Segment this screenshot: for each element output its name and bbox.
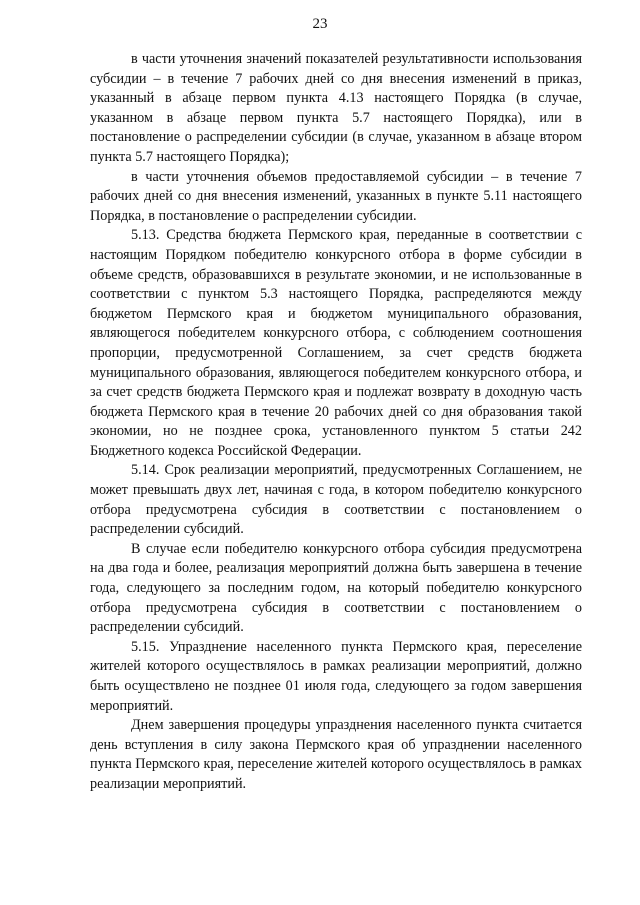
page-number: 23 <box>312 16 328 32</box>
document-body <box>90 50 582 795</box>
paragraph-5-15: 5.15. Упразднение населенного пункта Пермского края, переселение жителей которого осуществлялось в рамках реализации мероприятий, должно быть осуществлено не позднее 01 июля года, следующего за годом завершения мероприятий. <box>90 638 582 714</box>
paragraph-5-14: 5.14. Срок реализации мероприятий, предусмотренных Соглашением, не может превышать двух лет, начиная с года, в котором победителю конкурсного отбора предусмотрена субсидия в соответствии с постановлением о распределении субсидий. <box>90 462 582 538</box>
paragraph-5-13: 5.13. Средства бюджета Пермского края, переданные в соответствии с настоящим Порядком победителю конкурсного отбора в форме субсидии в объеме средств, образовавшихся в результате экономии, и не использованные в соответствии с пунктом 5.3 настоящего Порядка, распределяются между бюджетом Пермского края и бюджетом муниципального образования, являющегося победителем конкурсного отбора, с соблюдением соотношения пропорции, предусмотренной Соглашением, за счет средств бюджета муниципального образования, являющегося победителем конкурсного отбора, и за счет средств бюджета Пермского края и подлежат возврату в доходную часть бюджета Пермского края в течение 20 рабочих дней со дня образования такой экономии, но не позднее срока, установленного пунктом 5 статьи 242 Бюджетного кодекса Российской Федерации. <box>90 227 582 459</box>
paragraph-abolition-date: Днем завершения процедуры упразднения населенного пункта считается день вступления в силу закона Пермского края об упразднении населенного пункта Пермского края, переселение жителей которого осуществлялось в рамках реализации мероприятий. <box>90 717 582 792</box>
paragraph-multi-year-case: В случае если победителю конкурсного отбора субсидия предусмотрена на два года и более, реализация мероприятий должна быть завершена в течение года, следующего за последним годом, на который победителю конкурсного отбора предусмотрена субсидия в соответствии с постановлением о распределении субсидий. <box>90 540 582 636</box>
paragraph-subsidy-volume: в части уточнения объемов предоставляемой субсидии – в течение 7 рабочих дней со дня внесения изменений, указанных в пункте 5.11 настоящего Порядка, в постановление о распределении субсидии. <box>90 168 582 224</box>
paragraph-reporting-indicators: в части уточнения значений показателей результативности использования субсидии – в течение 7 рабочих дней со дня внесения изменений в приказ, указанный в абзаце первом пункта 4.13 настоящего Порядка (в случае, указанном в абзаце первом пункта 5.7 настоящего Порядка), или в постановление о распределении субсидии (в случае, указанном в абзаце втором пункта 5.7 настоящего Порядка); <box>90 51 582 165</box>
